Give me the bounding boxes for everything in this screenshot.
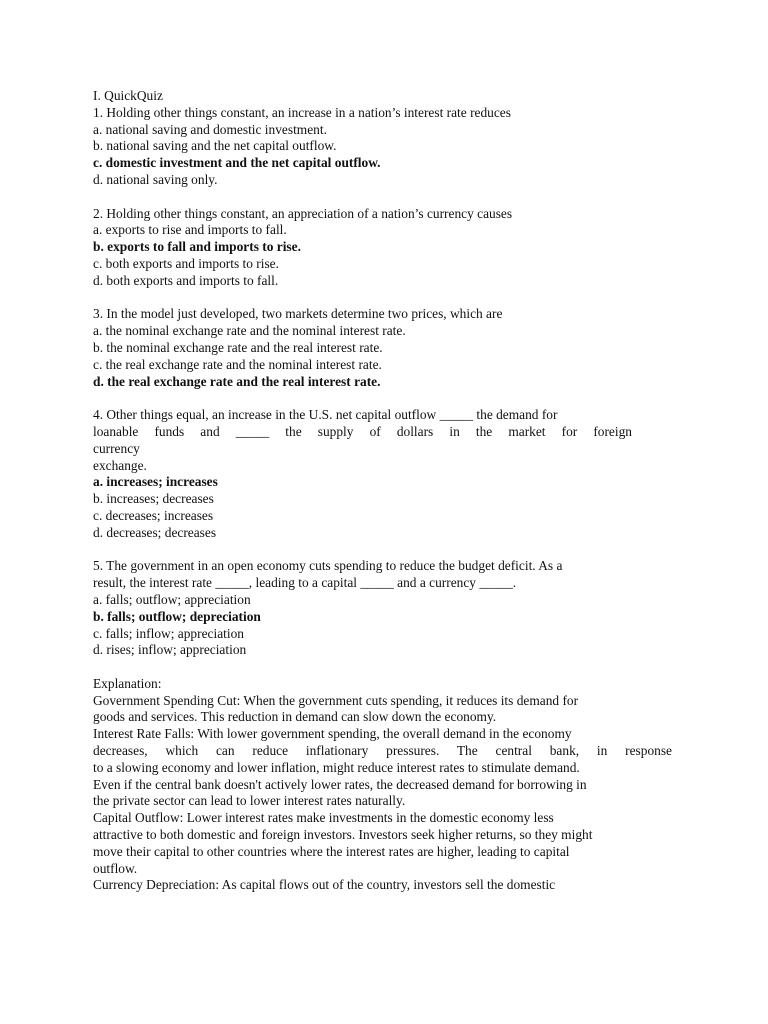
explanation-line: Government Spending Cut: When the government cuts spending, it reduces its demand for xyxy=(93,692,579,708)
spacer xyxy=(93,189,673,206)
spacer xyxy=(93,542,673,559)
q2-option-b-answer: b. exports to fall and imports to rise. xyxy=(93,239,301,255)
q2-option-a: a. exports to rise and imports to fall. xyxy=(93,222,287,238)
q1-question: 1. Holding other things constant, an increase in a nation’s interest rate reduces xyxy=(93,104,511,120)
q5-option-d: d. rises; inflow; appreciation xyxy=(93,642,247,658)
q4-option-d: d. decreases; decreases xyxy=(93,524,217,540)
explanation-line: Interest Rate Falls: With lower government spending, the overall demand in the economy xyxy=(93,726,572,742)
q4-question-line3: currency xyxy=(93,440,140,456)
explanation-line: move their capital to other countries where the interest rates are higher, leading to capital xyxy=(93,843,570,859)
q5-question-line2: result, the interest rate _____, leading to a capital _____ and a currency _____. xyxy=(93,575,517,591)
q3-option-b: b. the nominal exchange rate and the real interest rate. xyxy=(93,339,383,355)
q5-option-a: a. falls; outflow; appreciation xyxy=(93,591,251,607)
spacer xyxy=(93,290,673,307)
q2-question: 2. Holding other things constant, an appreciation of a nation’s currency causes xyxy=(93,205,513,221)
q2-option-d: d. both exports and imports to fall. xyxy=(93,272,279,288)
explanation-line: decreases, which can reduce inflationary pressures. The central bank, in response xyxy=(93,743,672,759)
explanation-line: the private sector can lead to lower interest rates naturally. xyxy=(93,793,406,809)
q1-option-d: d. national saving only. xyxy=(93,171,218,187)
q4-question-line1: 4. Other things equal, an increase in the U.S. net capital outflow _____ the demand for xyxy=(93,407,558,423)
q3-question: 3. In the model just developed, two markets determine two prices, which are xyxy=(93,306,503,322)
q2-option-c: c. both exports and imports to rise. xyxy=(93,255,279,271)
q5-option-c: c. falls; inflow; appreciation xyxy=(93,625,244,641)
spacer xyxy=(93,390,673,407)
explanation-line: Currency Depreciation: As capital flows out of the country, investors sell the domestic xyxy=(93,877,556,893)
explanation-line: Capital Outflow: Lower interest rates make investments in the domestic economy less xyxy=(93,810,554,826)
q5-option-b-answer: b. falls; outflow; depreciation xyxy=(93,608,261,624)
q3-option-d-answer: d. the real exchange rate and the real interest rate. xyxy=(93,373,381,389)
q1-option-a: a. national saving and domestic investment. xyxy=(93,121,327,137)
q1-option-b: b. national saving and the net capital outflow. xyxy=(93,138,337,154)
explanation-heading: Explanation: xyxy=(93,675,162,691)
q4-option-b: b. increases; decreases xyxy=(93,491,214,507)
explanation-line: attractive to both domestic and foreign investors. Investors seek higher returns, so they might xyxy=(93,827,593,843)
document-body xyxy=(93,88,673,894)
q3-option-c: c. the real exchange rate and the nominal interest rate. xyxy=(93,356,382,372)
q5-question-line1: 5. The government in an open economy cuts spending to reduce the budget deficit. As a xyxy=(93,558,563,574)
q3-option-a: a. the nominal exchange rate and the nominal interest rate. xyxy=(93,323,406,339)
q4-option-a-answer: a. increases; increases xyxy=(93,474,218,490)
explanation-line: goods and services. This reduction in demand can slow down the economy. xyxy=(93,709,497,725)
q4-question-line4: exchange. xyxy=(93,457,147,473)
explanation-line: Even if the central bank doesn't actively lower rates, the decreased demand for borrowing in xyxy=(93,776,587,792)
q1-option-c-answer: c. domestic investment and the net capital outflow. xyxy=(93,155,381,171)
quiz-title: I. QuickQuiz xyxy=(93,88,163,103)
explanation-line: outflow. xyxy=(93,860,138,876)
q4-option-c: c. decreases; increases xyxy=(93,507,214,523)
explanation-line: to a slowing economy and lower inflation, might reduce interest rates to stimulate demand. xyxy=(93,759,580,775)
q4-question-line2: loanable funds and _____ the supply of dollars in the market for foreign xyxy=(93,423,632,439)
spacer xyxy=(93,659,673,676)
